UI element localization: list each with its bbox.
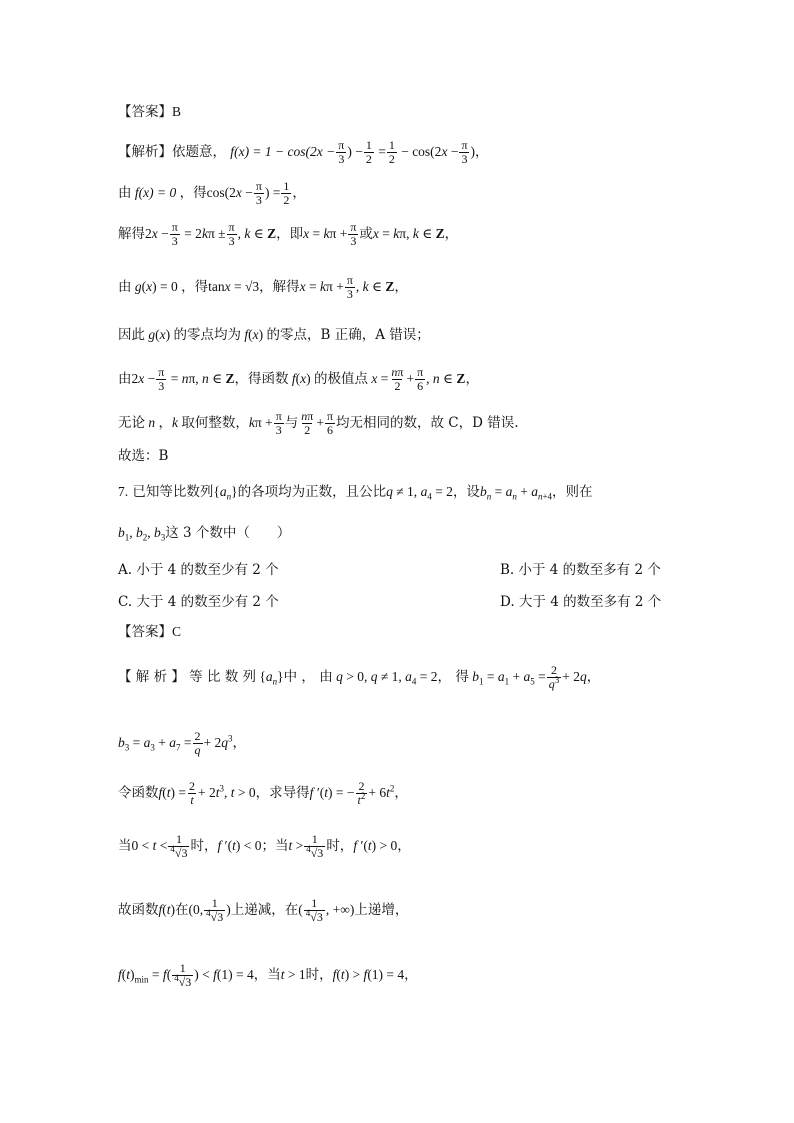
text-ji: ，即 [276, 226, 304, 242]
q7-line-1: 7. 已知等比数列$\{a_n\}$的各项均为正数，且公比q ≠ 1, $a_4 = 2$，设$b_n = a_n + a_{n+4}$，则在 [118, 484, 593, 502]
analysis-line-5: 因此 g(x) 的零点均为 f(x) 的零点，B 正确，A 错误； [118, 327, 430, 343]
a7-line-5: 故函数f(t)在(0, $\frac{1}{^4√3}$ )上递减，在( $\frac{1}{^4√3}$ , +∞)上递增， [118, 896, 409, 924]
frac-pi-3b: $\frac{\pi}{3}$ [461, 138, 468, 166]
a7-text-14: 时， [305, 967, 333, 983]
a7-text-8: ；当 [261, 838, 289, 854]
text-bcorrect: 的零点，B 正确，A 错误； [266, 327, 430, 343]
analysis-line-3: 解得2x − $\frac{\pi}{3}$ = 2kπ ± $\frac{\pi}{3}$ , k ∈ Z，即x = kπ + $\frac{\pi}{3}$ 或x = kπ, k ∈ Z， [118, 220, 459, 248]
formula-solve: 2x − [145, 226, 169, 241]
q7-line-2: $b_1$, $b_2$, $b_3$这 3 个数中（ ） [118, 525, 291, 543]
analysis-line-4: 由 g(x) = 0 ，得tanx = √3，解得x = kπ + $\frac{\pi}{3}$ , k ∈ Z， [118, 273, 408, 301]
q7-text-5: 这 3 个数中（ ） [165, 525, 291, 541]
a7-line-1: 【 解 析 】 等 比 数 列 $\{a_n\}$中 ， 由 q > 0, q ≠ 1, $a_4 = 2$， 得 $b_1 = a_1 + a_5$ = $\frac{2}{q^3}$ + 2q， [118, 663, 601, 691]
text-wulun: 无论 [118, 415, 145, 431]
option-b: B. 小于 4 的数至多有 2 个 [500, 562, 661, 578]
text-de-2: ，得 [181, 279, 209, 295]
frac-pi-6b: $\frac{\pi}{6}$ [326, 409, 333, 437]
frac-pi-3h: $\frac{\pi}{3}$ [158, 365, 165, 393]
q7-text-3: ，设 [452, 484, 480, 500]
text-jizhidian: 的极值点 [314, 371, 369, 387]
frac-2-t2: $\frac{2}{t^2}$ [357, 779, 366, 807]
option-a: A. 小于 4 的数至少有 2 个 [118, 562, 279, 578]
text-de: ，得 [179, 185, 207, 201]
a7-text-2: 中 ， 由 [283, 669, 333, 685]
a7-text-12: 上递增， [354, 902, 409, 918]
a7-text-1: 等 比 数 列 [189, 669, 257, 685]
frac-1-root3e: $\frac{1}{^4√3}$ [174, 961, 192, 989]
a7-line-2: $b_3 = a_3 + a_7$ = $\frac{2}{q}$ + $2q^3$， [118, 729, 246, 757]
answer-value-2: C [172, 624, 182, 639]
frac-2-q3: $\frac{2}{q^3}$ [548, 663, 560, 691]
analysis-line-1: 【解析】依题意， f(x) = 1 − cos(2x − $\frac{\pi}{3}$ ) − $\frac{1}{2}$ = $\frac{1}{2}$ − cos(2x − $\frac{\pi}{3}$ )， [118, 138, 489, 166]
a7-line-6: $f(t)_{min} = f$( $\frac{1}{^4√3}$ ) < f(1) = 4，当t > 1时，f(t) > f(1) = 4， [118, 961, 418, 989]
a7-text-3: ， 得 [437, 669, 469, 685]
text-hanshu: ，得函数 [234, 371, 289, 387]
a7-line-3: 令函数f(t) = $\frac{2}{t}$ + $2t^3$, t > 0，求导得f ′(t) = − $\frac{2}{t^2}$ + $6t^2$， [118, 779, 408, 807]
frac-npi-2b: $\frac{n\pi}{2}$ [301, 409, 314, 437]
frac-1-2c: $\frac{1}{2}$ [283, 179, 290, 207]
frac-1-2b: $\frac{1}{2}$ [388, 138, 395, 166]
frac-2-q: $\frac{2}{q}$ [194, 729, 201, 757]
text-lingdian: 的零点均为 [173, 327, 241, 343]
conclusion-text: 故选：B [118, 448, 169, 464]
analysis-line-2: 由 f(x) = 0 ，得cos(2x − $\frac{\pi}{3}$ ) = $\frac{1}{2}$ ， [118, 179, 306, 207]
a7-text-9: 故函数 [118, 902, 159, 918]
text-cdwrong: 均无相同的数，故 C，D 错误. [336, 415, 519, 431]
formula-fx: f(x) = 1 − cos(2x − [230, 144, 336, 159]
formula-fx-zero: f(x) = 0 [134, 185, 180, 200]
text-quheshu: 取何整数， [181, 415, 249, 431]
a7-text-4: 令函数 [118, 785, 159, 801]
frac-npi-2: $\frac{n\pi}{2}$ [391, 365, 404, 393]
text-you-2: 由 [118, 279, 132, 295]
q7-text-1: 已知等比数列 [132, 484, 214, 500]
frac-pi-3g: $\frac{\pi}{3}$ [346, 273, 353, 301]
formula-cos: cos(2x − [206, 185, 253, 200]
text-jiede: 解得 [118, 226, 145, 242]
analysis7-label: 【 解 析 】 [118, 669, 185, 685]
text-yinci: 因此 [118, 327, 145, 343]
conclusion-line [118, 446, 168, 466]
text-yu: 与 [284, 415, 299, 431]
frac-pi-3: $\frac{\pi}{3}$ [338, 138, 345, 166]
option-c: C. 大于 4 的数至少有 2 个 [118, 594, 279, 610]
a7-text-11: 上递减，在 [230, 902, 299, 918]
analysis-label: 【解析】 [118, 144, 172, 160]
frac-1-root3: $\frac{1}{^4√3}$ [170, 832, 188, 860]
frac-1-root3b: $\frac{1}{^4√3}$ [306, 832, 324, 860]
option-d: D. 大于 4 的数至多有 2 个 [500, 594, 662, 610]
frac-1-root3c: $\frac{1}{^4√3}$ [206, 896, 224, 924]
frac-pi-3c: $\frac{\pi}{3}$ [255, 179, 262, 207]
a7-line-4: 当0 < t < $\frac{1}{^4√3}$ 时，f ′(t) < 0；当t > $\frac{1}{^4√3}$ 时，f ′(t) > 0， [118, 832, 411, 860]
q7-text-4: ，则在 [552, 484, 593, 500]
analysis-line-7: 无论 n ，k 取何整数，kπ + $\frac{\pi}{3}$ 与 $\frac{n\pi}{2}$ + $\frac{\pi}{6}$ 均无相同的数，故 C，D 错误. [118, 409, 519, 437]
a7-text-6: 当 [118, 838, 132, 854]
q7-text-2: 的各项均为正数，且公比 [237, 484, 387, 500]
a7-text-7b: 时， [326, 838, 354, 854]
intro-text: 依题意， [172, 144, 226, 160]
text-jiede-2: ，解得 [259, 279, 300, 295]
frac-pi-3i: $\frac{\pi}{3}$ [275, 409, 282, 437]
analysis-line-6: 由2x − $\frac{\pi}{3}$ = nπ, n ∈ Z，得函数 f(x) 的极值点 x = $\frac{n\pi}{2}$ + $\frac{\pi}{6}$ , n ∈ Z， [118, 365, 479, 393]
answer-line-q7 [118, 622, 181, 642]
a7-text-7: 时， [190, 838, 218, 854]
a7-text-10: 在 [175, 902, 189, 918]
frac-pi-3f: $\frac{\pi}{3}$ [350, 220, 357, 248]
frac-pi-3d: $\frac{\pi}{3}$ [171, 220, 178, 248]
frac-pi-3e: $\frac{\pi}{3}$ [228, 220, 235, 248]
answer-label: 【答案】 [118, 104, 172, 120]
text-you-3: 由 [118, 371, 132, 387]
text-huo: 或 [359, 226, 373, 242]
a7-text-5: ，求导得 [255, 785, 310, 801]
q7-number: 7. [118, 484, 129, 499]
answer-label-2: 【答案】 [118, 624, 172, 640]
frac-1-2: $\frac{1}{2}$ [365, 138, 372, 166]
text-you: 由 [118, 185, 132, 201]
answer-line-q6 [118, 102, 181, 122]
frac-1-root3d: $\frac{1}{^4√3}$ [305, 896, 323, 924]
frac-2-t: $\frac{2}{t}$ [189, 779, 196, 807]
a7-text-13: ，当 [253, 967, 281, 983]
frac-pi-6: $\frac{\pi}{6}$ [417, 365, 424, 393]
answer-value: B [172, 104, 182, 119]
